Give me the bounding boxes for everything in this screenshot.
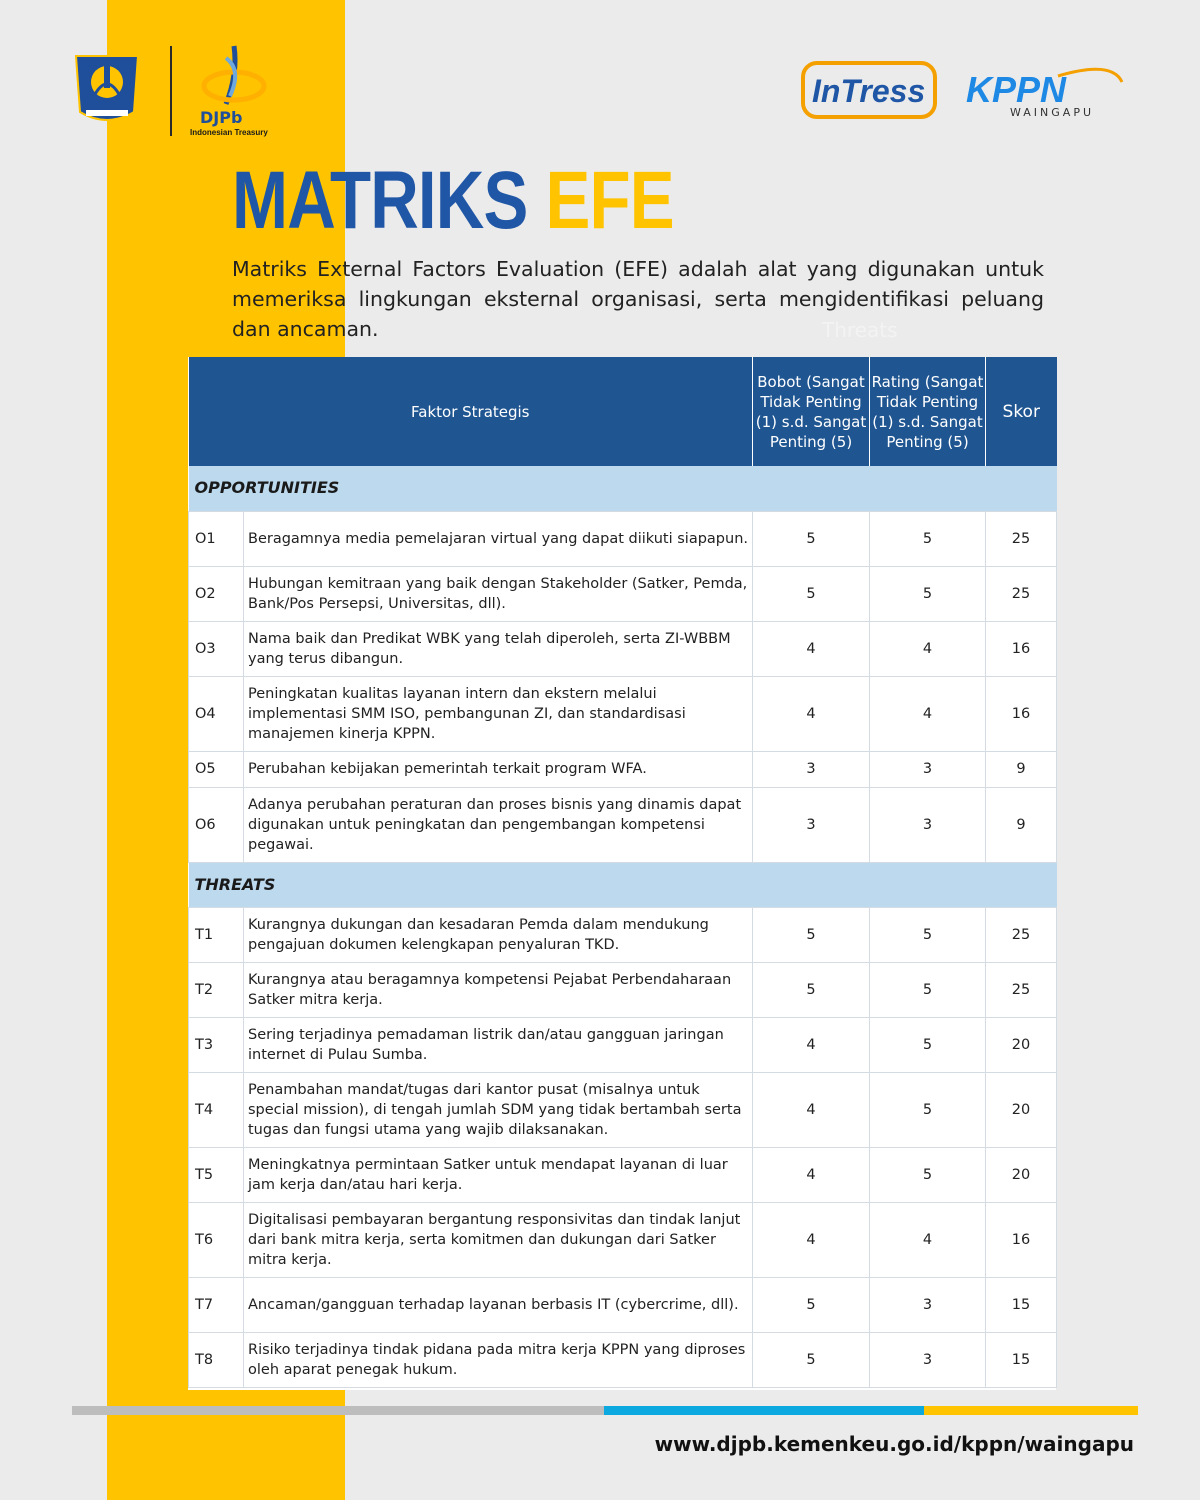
row-score: 15: [986, 1277, 1057, 1332]
djpb-subtitle: Indonesian Treasury: [190, 128, 268, 137]
row-description: Ancaman/gangguan terhadap layanan berbasis IT (cybercrime, dll).: [244, 1277, 753, 1332]
row-weight: 4: [753, 1017, 870, 1072]
row-weight: 5: [753, 1277, 870, 1332]
row-score: 25: [986, 566, 1057, 621]
efe-table: [188, 357, 1057, 1388]
section-label: THREATS: [189, 862, 1057, 907]
row-rating: 4: [870, 676, 986, 751]
header-factor: Faktor Strategis: [189, 357, 753, 466]
row-description: Meningkatnya permintaan Satker untuk mendapat layanan di luar jam kerja dan/atau hari kerja.: [244, 1147, 753, 1202]
intress-label: InTress: [812, 73, 926, 109]
row-code: O5: [189, 751, 244, 787]
row-description: Perubahan kebijakan pemerintah terkait program WFA.: [244, 751, 753, 787]
table-row: [189, 1332, 1057, 1387]
row-description: Risiko terjadinya tindak pidana pada mitra kerja KPPN yang diproses oleh aparat penegak hukum.: [244, 1332, 753, 1387]
footer-stripe-yellow: [924, 1406, 1138, 1415]
row-code: O2: [189, 566, 244, 621]
row-score: 16: [986, 621, 1057, 676]
row-weight: 5: [753, 907, 870, 962]
ghost-text: Threats: [822, 318, 898, 342]
row-code: T3: [189, 1017, 244, 1072]
kppn-label: KPPN: [966, 69, 1067, 110]
intress-logo-icon: [800, 60, 938, 120]
row-rating: 5: [870, 907, 986, 962]
row-rating: 5: [870, 511, 986, 566]
row-code: O1: [189, 511, 244, 566]
row-code: T4: [189, 1072, 244, 1147]
row-score: 20: [986, 1072, 1057, 1147]
title-part-1: MATRIKS: [232, 155, 528, 246]
table-row: [189, 1017, 1057, 1072]
kppn-sub-label: WAINGAPU: [1010, 106, 1095, 119]
table-header-row: [189, 357, 1057, 466]
table-row: [189, 621, 1057, 676]
row-rating: 5: [870, 1017, 986, 1072]
row-score: 20: [986, 1147, 1057, 1202]
row-code: O3: [189, 621, 244, 676]
header-score: Skor: [986, 357, 1057, 466]
row-description: Adanya perubahan peraturan dan proses bisnis yang dinamis dapat digunakan untuk peningkatan dan pengembangan kompetensi pegawai.: [244, 787, 753, 862]
row-weight: 3: [753, 751, 870, 787]
row-weight: 4: [753, 1202, 870, 1277]
row-description: Beragamnya media pemelajaran virtual yang dapat diikuti siapapun.: [244, 511, 753, 566]
row-score: 25: [986, 511, 1057, 566]
footer-stripe-gray: [72, 1406, 604, 1415]
row-rating: 3: [870, 1277, 986, 1332]
logo-divider: [170, 46, 172, 136]
row-weight: 4: [753, 1147, 870, 1202]
row-code: O6: [189, 787, 244, 862]
row-score: 25: [986, 962, 1057, 1017]
row-description: Sering terjadinya pemadaman listrik dan/atau gangguan jaringan internet di Pulau Sumba.: [244, 1017, 753, 1072]
row-score: 25: [986, 907, 1057, 962]
table-row: [189, 1072, 1057, 1147]
title-part-2: EFE: [545, 155, 674, 246]
row-description: Digitalisasi pembayaran bergantung responsivitas dan tindak lanjut dari bank mitra kerja, serta komitmen dan dukungan dari Satker mitra kerja.: [244, 1202, 753, 1277]
row-weight: 5: [753, 566, 870, 621]
row-code: T7: [189, 1277, 244, 1332]
kemenkeu-emblem-icon: [64, 52, 150, 128]
row-code: T6: [189, 1202, 244, 1277]
row-description: Kurangnya dukungan dan kesadaran Pemda dalam mendukung pengajuan dokumen kelengkapan penyaluran TKD.: [244, 907, 753, 962]
row-weight: 4: [753, 621, 870, 676]
row-score: 15: [986, 1332, 1057, 1387]
row-rating: 3: [870, 787, 986, 862]
row-weight: 5: [753, 1332, 870, 1387]
table-row: [189, 751, 1057, 787]
row-rating: 3: [870, 1332, 986, 1387]
row-score: 16: [986, 1202, 1057, 1277]
row-weight: 4: [753, 1072, 870, 1147]
row-code: T1: [189, 907, 244, 962]
table-row: [189, 1202, 1057, 1277]
table-row: [189, 511, 1057, 566]
row-score: 20: [986, 1017, 1057, 1072]
footer-stripe-blue: [604, 1406, 924, 1415]
row-description: Kurangnya atau beragamnya kompetensi Pejabat Perbendaharaan Satker mitra kerja.: [244, 962, 753, 1017]
table-row: [189, 962, 1057, 1017]
row-score: 16: [986, 676, 1057, 751]
table-body: [189, 466, 1057, 1387]
row-code: T5: [189, 1147, 244, 1202]
row-description: Penambahan mandat/tugas dari kantor pusat (misalnya untuk special mission), di tengah jumlah SDM yang tidak bertambah serta tugas dan fungsi utama yang wajib dilaksanakan.: [244, 1072, 753, 1147]
row-rating: 5: [870, 1147, 986, 1202]
row-code: T8: [189, 1332, 244, 1387]
efe-table-wrap: [188, 357, 1056, 1390]
row-rating: 4: [870, 1202, 986, 1277]
section-label: OPPORTUNITIES: [189, 466, 1057, 511]
table-row: [189, 566, 1057, 621]
row-weight: 4: [753, 676, 870, 751]
header-rating: Rating (Sangat Tidak Penting (1) s.d. Sangat Penting (5): [870, 357, 986, 466]
row-weight: 3: [753, 787, 870, 862]
section-row-opportunities: [189, 466, 1057, 511]
table-row: [189, 907, 1057, 962]
row-description: Nama baik dan Predikat WBK yang telah diperoleh, serta ZI-WBBM yang terus dibangun.: [244, 621, 753, 676]
footer-url: www.djpb.kemenkeu.go.id/kppn/waingapu: [654, 1432, 1134, 1456]
table-row: [189, 787, 1057, 862]
row-description: Hubungan kemitraan yang baik dengan Stakeholder (Satker, Pemda, Bank/Pos Persepsi, Universitas, dll).: [244, 566, 753, 621]
row-weight: 5: [753, 962, 870, 1017]
row-code: O4: [189, 676, 244, 751]
row-score: 9: [986, 787, 1057, 862]
row-rating: 5: [870, 962, 986, 1017]
row-description: Peningkatan kualitas layanan intern dan ekstern melalui implementasi SMM ISO, pembangunan ZI, dan standardisasi manajemen kinerja KPPN.: [244, 676, 753, 751]
row-code: T2: [189, 962, 244, 1017]
row-score: 9: [986, 751, 1057, 787]
table-row: [189, 1277, 1057, 1332]
kppn-logo-icon: [962, 62, 1132, 122]
row-rating: 4: [870, 621, 986, 676]
table-row: [189, 676, 1057, 751]
row-rating: 3: [870, 751, 986, 787]
table-row: [189, 1147, 1057, 1202]
djpb-label: DJPb: [200, 108, 243, 127]
row-rating: 5: [870, 566, 986, 621]
row-rating: 5: [870, 1072, 986, 1147]
intro-paragraph: Matriks External Factors Evaluation (EFE) adalah alat yang digunakan untuk memeriksa lingkungan eksternal organisasi, serta mengidentifikasi peluang dan ancaman.: [232, 257, 1044, 341]
header-weight: Bobot (Sangat Tidak Penting (1) s.d. Sangat Penting (5): [753, 357, 870, 466]
section-row-threats: [189, 862, 1057, 907]
row-weight: 5: [753, 511, 870, 566]
page-title: [232, 155, 674, 246]
